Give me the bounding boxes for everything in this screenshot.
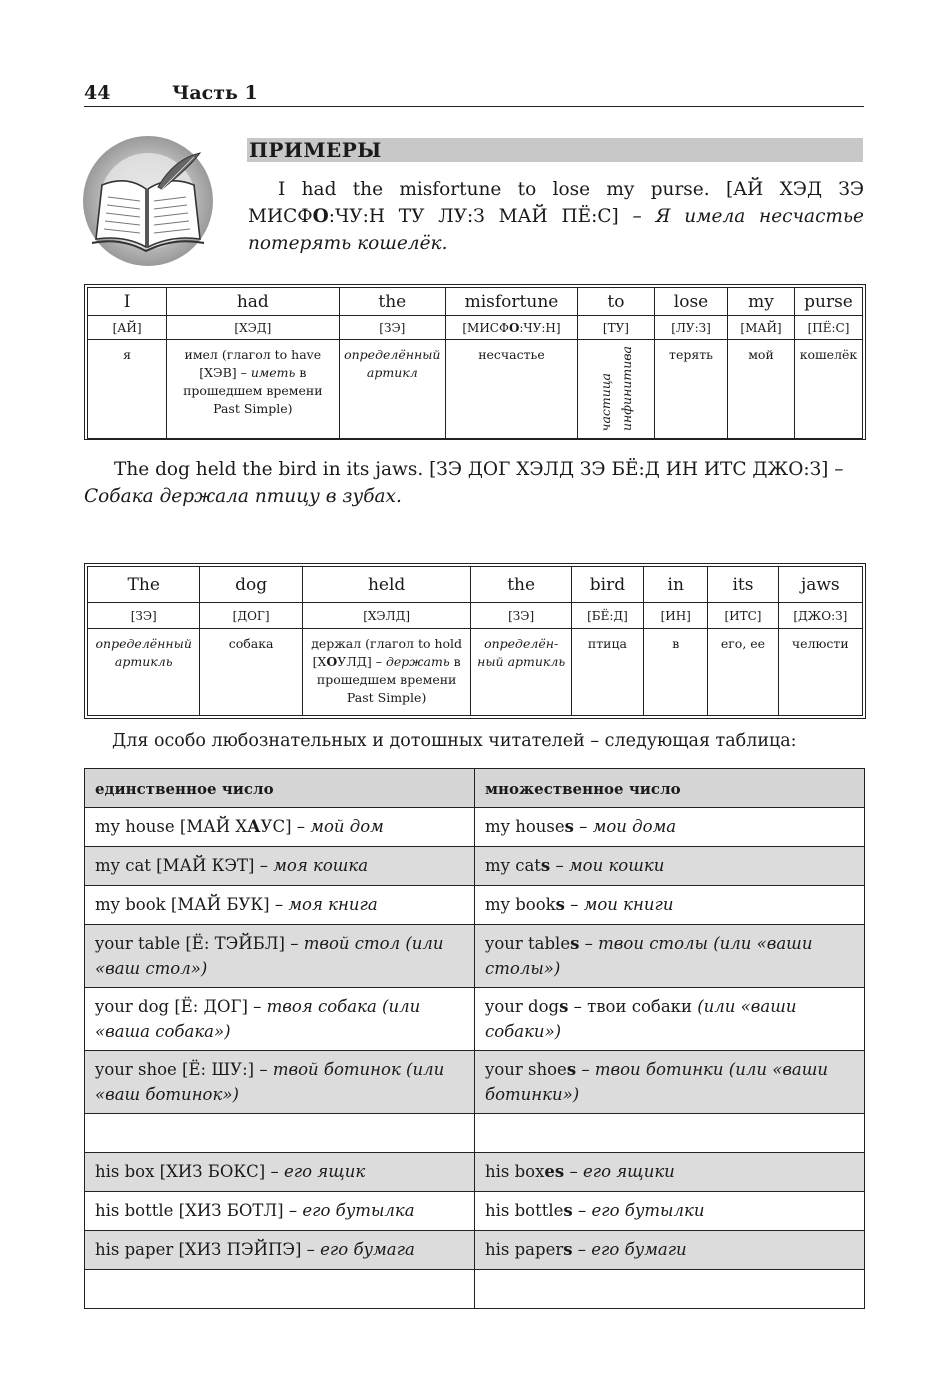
word-table-1-grid (87, 287, 863, 439)
plural-translation: мои кошки (568, 856, 665, 875)
stress-mark: О (508, 320, 520, 335)
running-head (84, 82, 864, 107)
table-cell: кошелёк (794, 340, 862, 439)
singular-translation: его бутылка (302, 1201, 415, 1220)
dash: – (564, 1162, 583, 1181)
table-cell (475, 808, 865, 847)
table-cell: собака (200, 629, 302, 716)
table-cell (85, 886, 475, 925)
singular-english: his paper [ХИЗ ПЭЙПЭ] – (95, 1240, 321, 1259)
table-cell: [ДОГ] (200, 603, 302, 629)
table-cell (85, 925, 475, 988)
plural-ending: s (564, 817, 574, 836)
plural-ending: s (563, 1240, 573, 1259)
table-cell (475, 1192, 865, 1231)
table-cell (475, 925, 865, 988)
table-cell (85, 1270, 475, 1309)
plural-ending: s (559, 997, 569, 1016)
table-row (88, 340, 863, 439)
singular-translation: его бумага (320, 1240, 415, 1259)
plural-translation: твои ботинки (или «ваши ботинки») (485, 1060, 829, 1104)
table-cell: held (302, 567, 471, 603)
singular-english: my cat [МАЙ КЭТ] – (95, 856, 274, 875)
plural-translation: его бутылки (591, 1201, 705, 1220)
table-cell: определённый артикль (88, 629, 200, 716)
table-cell (85, 1051, 475, 1114)
table-cell (577, 340, 654, 439)
table-cell (85, 808, 475, 847)
example-1-transcription: [АЙ ХЭД ЗЭ МИСФ (248, 179, 865, 227)
table-cell (167, 340, 339, 439)
table-row (85, 847, 865, 886)
table-row (85, 1192, 865, 1231)
plural-ending: s (563, 1201, 573, 1220)
example-2-transcription: [ЗЭ ДОГ ХЭЛД ЗЭ БЁ:Д ИН ИТС ДЖО:З] (429, 459, 829, 480)
table-cell: его, ее (708, 629, 778, 716)
example-sentence-2 (84, 456, 864, 510)
table-cell (85, 847, 475, 886)
word-table-2-grid (87, 566, 863, 716)
singular-english: his box [ХИЗ БОКС] – (95, 1162, 284, 1181)
plural-english: his box (485, 1162, 545, 1181)
part-title: Часть 1 (172, 82, 258, 104)
table-cell: in (644, 567, 708, 603)
page-number: 44 (84, 82, 111, 104)
table-cell: its (708, 567, 778, 603)
table-row (85, 925, 865, 988)
table-cell: [ЗЭ] (471, 603, 571, 629)
singular-english-end: УС] – (260, 817, 311, 836)
table-cell: [ИТС] (708, 603, 778, 629)
table-cell: терять (655, 340, 728, 439)
table-cell (85, 1231, 475, 1270)
pron-part: [МИСФ (462, 320, 509, 335)
table-cell (475, 1270, 865, 1309)
table-cell: I (88, 288, 167, 316)
plural-english: your table (485, 934, 571, 953)
example-2-english: The dog held the bird in its jaws. (114, 459, 430, 480)
word-table-1 (84, 284, 866, 440)
table-row (85, 1231, 865, 1270)
singular-translation: мой дом (310, 817, 384, 836)
table-row (88, 288, 863, 316)
table-cell (302, 629, 471, 716)
header-plural: множественное число (475, 769, 865, 808)
table-cell: птица (571, 629, 643, 716)
table-row (85, 1114, 865, 1153)
singular-english: your shoe [Ё: ШУ:] – (95, 1060, 273, 1079)
table-cell (85, 1153, 475, 1192)
table-cell: [ЗЭ] (88, 603, 200, 629)
example-2-translation: Собака держала птицу в зубах. (84, 486, 402, 507)
singular-translation: твой ботинок (или «ваш ботинок») (95, 1060, 445, 1104)
dash: – (550, 856, 569, 875)
singular-english: his bottle [ХИЗ БОТЛ] – (95, 1201, 303, 1220)
table-cell: dog (200, 567, 302, 603)
tr-part: держал (глагол to hold [Х (311, 636, 463, 669)
stress-mark: А (247, 817, 261, 836)
table-cell: the (471, 567, 571, 603)
plural-english: my book (485, 895, 556, 914)
example-1-english: I had the misfortune to lose my purse. (278, 179, 726, 200)
plural-ending: s (570, 934, 580, 953)
tr-part: в прошедшем времени Past Simple) (183, 365, 323, 416)
table-row (85, 988, 865, 1051)
plural-translation: (или «ваши собаки») (485, 997, 797, 1041)
table-cell: misfortune (446, 288, 578, 316)
table-cell: [ИН] (644, 603, 708, 629)
examples-heading-bar (247, 138, 863, 162)
open-book-icon (82, 135, 214, 267)
dash: – (579, 934, 599, 953)
plural-ending: s (555, 895, 565, 914)
plural-translation: его ящики (582, 1162, 675, 1181)
table-row (88, 603, 863, 629)
table-row (85, 886, 865, 925)
plural-ending: s (540, 856, 551, 875)
singular-translation: твоя собака (или «ваша собака») (95, 997, 421, 1041)
example-sentence-1 (248, 176, 864, 257)
examples-title: ПРИМЕРЫ (249, 138, 382, 162)
table-cell: [ХЭЛД] (302, 603, 471, 629)
plural-translation: его бумаги (591, 1240, 687, 1259)
tr-part: иметь (250, 365, 296, 380)
tr-part: УЛД] – (337, 654, 386, 669)
singular-translation: моя книга (288, 895, 378, 914)
plural-translation: мои книги (583, 895, 674, 914)
table-cell: [ДЖО:З] (778, 603, 862, 629)
table-cell: bird (571, 567, 643, 603)
dash: – (576, 1060, 595, 1079)
singular-translation: твой стол (или «ваш стол») (95, 934, 444, 978)
dash: – (618, 206, 656, 227)
dash: – (572, 1201, 592, 1220)
table-cell: [ЛУ:З] (655, 316, 728, 340)
plural-translation: мои дома (592, 817, 677, 836)
singular-english: your table [Ё: ТЭЙБЛ] – (95, 934, 304, 953)
table-cell: в (644, 629, 708, 716)
table-cell: The (88, 567, 200, 603)
table-row (85, 808, 865, 847)
table-cell (475, 1231, 865, 1270)
dash: – (828, 459, 844, 480)
tr-part: держать (385, 654, 450, 669)
table-cell: определён-ный артикль (471, 629, 571, 716)
dash: – (573, 817, 593, 836)
table-row (85, 1051, 865, 1114)
plural-english: my cat (485, 856, 541, 875)
table-cell: my (728, 288, 795, 316)
plural-ending: s (566, 1060, 577, 1079)
table-row (88, 629, 863, 716)
table-cell: челюсти (778, 629, 862, 716)
table-lead-text: Для особо любознательных и дотошных читателей – следующая таблица: (112, 731, 797, 751)
table-row (85, 1153, 865, 1192)
table-cell: had (167, 288, 339, 316)
tr-part: в прошедшем времени Past Simple) (316, 654, 461, 705)
table-cell (475, 847, 865, 886)
table-cell: [ХЭД] (167, 316, 339, 340)
stress-mark: О (312, 206, 329, 227)
singular-english: your dog [Ё: ДОГ] – (95, 997, 267, 1016)
pron-part: :ЧУ:Н] (519, 320, 561, 335)
vertical-text: частица (597, 372, 613, 432)
table-cell: мой (728, 340, 795, 439)
plural-english: my house (485, 817, 565, 836)
table-cell: [БЁ:Д] (571, 603, 643, 629)
table-cell: [ТУ] (577, 316, 654, 340)
table-cell (475, 988, 865, 1051)
word-table-2 (84, 563, 866, 719)
plural-ending: es (544, 1162, 565, 1181)
table-cell: purse (794, 288, 862, 316)
table-cell (475, 886, 865, 925)
example-1-transcription-end: :ЧУ:Н ТУ ЛУ:З МАЙ ПЁ:С] (328, 206, 619, 227)
table-cell (85, 988, 475, 1051)
plural-table (84, 768, 865, 1309)
table-cell (85, 1114, 475, 1153)
table-cell: определённый артикл (339, 340, 446, 439)
plural-english: his paper (485, 1240, 564, 1259)
singular-english: my house [МАЙ Х (95, 817, 248, 836)
tr-part: имел (глагол to have [ХЭВ] – (184, 347, 322, 380)
table-cell: [ЗЭ] (339, 316, 446, 340)
singular-translation: моя кошка (273, 856, 369, 875)
dash: – (572, 1240, 592, 1259)
table-cell: [ПЁ:С] (794, 316, 862, 340)
table-row (88, 567, 863, 603)
plural-table-header (85, 769, 865, 808)
table-cell (446, 316, 578, 340)
vertical-text: инфинитива (618, 346, 634, 432)
table-cell (85, 1192, 475, 1231)
table-cell (475, 1153, 865, 1192)
plural-english: his bottle (485, 1201, 564, 1220)
plural-english: your shoe (485, 1060, 567, 1079)
table-cell: [АЙ] (88, 316, 167, 340)
table-row (88, 316, 863, 340)
table-cell: [МАЙ] (728, 316, 795, 340)
example-1-translation: Я имела несчастье потерять кошелёк. (248, 206, 864, 254)
table-cell (475, 1114, 865, 1153)
header-singular: единственное число (85, 769, 475, 808)
table-cell: the (339, 288, 446, 316)
dash: – (564, 895, 584, 914)
plural-english: your dog (485, 997, 560, 1016)
singular-translation: его ящик (284, 1162, 366, 1181)
stress-mark: О (326, 654, 338, 669)
table-cell (475, 1051, 865, 1114)
table-cell: to (577, 288, 654, 316)
table-cell: я (88, 340, 167, 439)
dash: – твои собаки (568, 997, 698, 1016)
table-cell: jaws (778, 567, 862, 603)
plural-translation: твои столы (или «ваши столы») (485, 934, 813, 978)
singular-english: my book [МАЙ БУК] – (95, 895, 289, 914)
table-cell: lose (655, 288, 728, 316)
table-row (85, 1270, 865, 1309)
table-cell: несчастье (446, 340, 578, 439)
